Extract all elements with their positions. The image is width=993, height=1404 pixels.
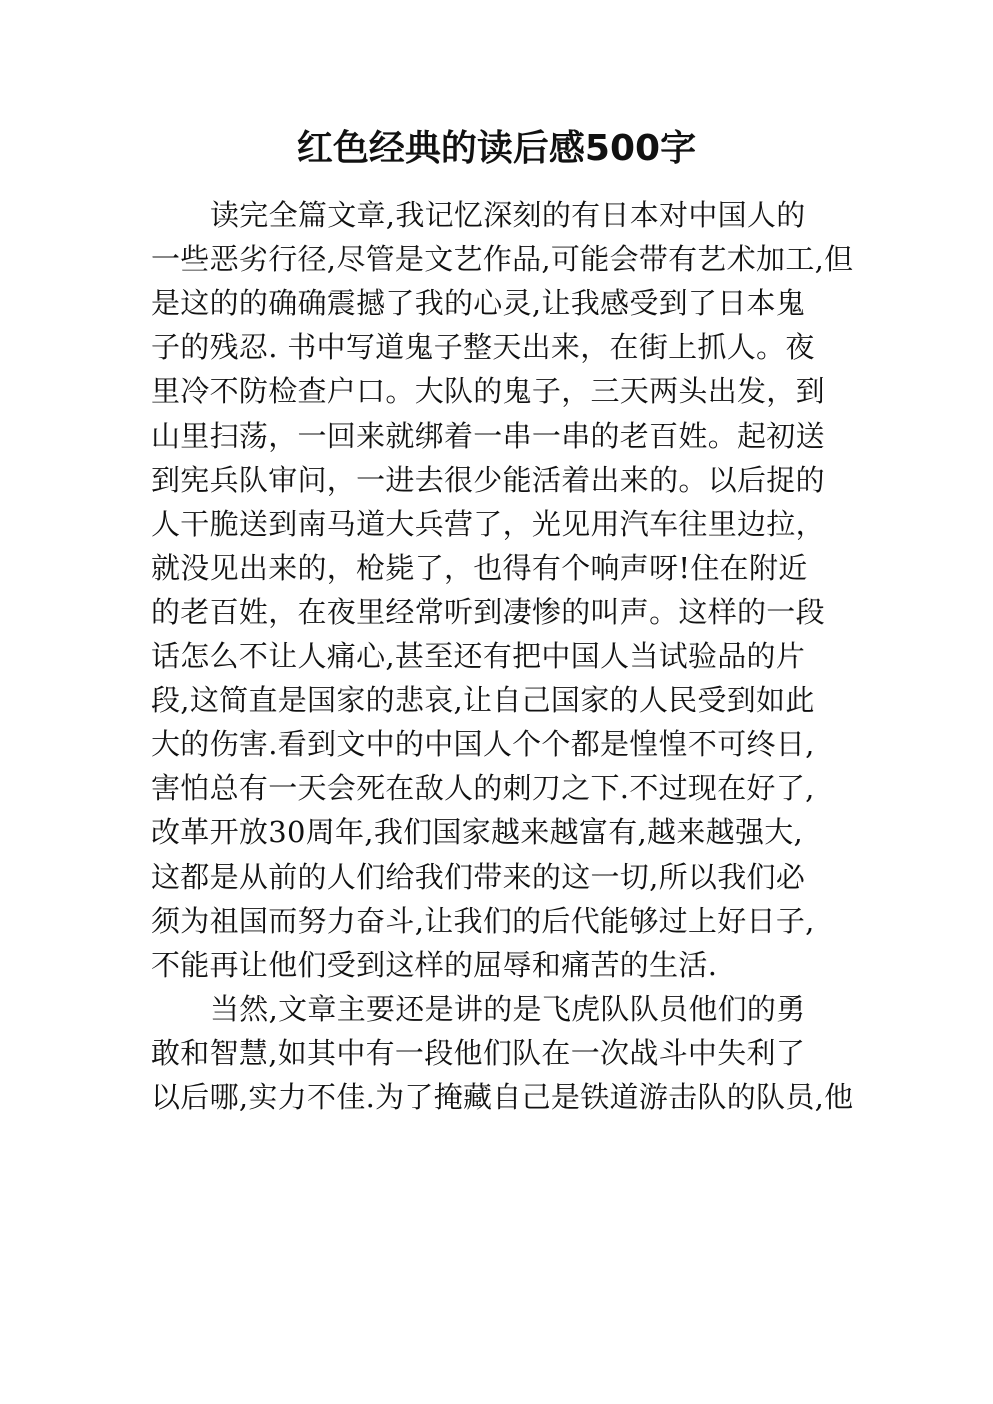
document-title: 红色经典的读后感500字 bbox=[296, 128, 697, 169]
body-line: 大的伤害.看到文中的中国人个个都是惶惶不可终日, bbox=[151, 727, 815, 762]
body-line: 是这的的确确震撼了我的心灵,让我感受到了日本鬼 bbox=[151, 286, 806, 321]
body-line: 须为祖国而努力奋斗,让我们的后代能够过上好日子, bbox=[151, 903, 815, 938]
body-line: 改革开放30周年,我们国家越来越富有,越来越强大, bbox=[151, 815, 804, 850]
body-line: 里冷不防检查户口。大队的鬼子，三天两头出发，到 bbox=[151, 374, 825, 409]
body-line: 敢和智慧,如其中有一段他们队在一次战斗中失利了 bbox=[151, 1035, 806, 1070]
body-line: 一些恶劣行径,尽管是文艺作品,可能会带有艺术加工,但 bbox=[151, 242, 854, 277]
body-line: 这都是从前的人们给我们带来的这一切,所以我们必 bbox=[151, 859, 806, 894]
body-line: 读完全篇文章,我记忆深刻的有日本对中国人的 bbox=[210, 198, 806, 232]
body-line: 段,这简直是国家的悲哀,让自己国家的人民受到如此 bbox=[151, 683, 815, 718]
body-line: 以后哪,实力不佳.为了掩藏自己是铁道游击队的队员,他 bbox=[151, 1080, 854, 1114]
body-line: 就没见出来的，枪毙了，也得有个响声呀!住在附近 bbox=[151, 550, 808, 585]
body-line: 山里扫荡，一回来就绑着一串一串的老百姓。起初送 bbox=[151, 418, 825, 453]
body-line: 话怎么不让人痛心,甚至还有把中国人当试验品的片 bbox=[151, 639, 806, 673]
body-line: 子的残忍. 书中写道鬼子整天出来，在街上抓人。夜 bbox=[151, 330, 815, 365]
body-line: 当然,文章主要还是讲的是飞虎队队员他们的勇 bbox=[210, 991, 806, 1026]
body-line: 到宪兵队审问，一进去很少能活着出来的。以后捉的 bbox=[151, 462, 825, 497]
body-line: 害怕总有一天会死在敌人的刺刀之下.不过现在好了, bbox=[151, 771, 815, 806]
body-line: 的老百姓，在夜里经常听到凄惨的叫声。这样的一段 bbox=[151, 594, 825, 629]
body-line: 不能再让他们受到这样的屈辱和痛苦的生活. bbox=[151, 947, 718, 982]
body-line: 人干脆送到南马道大兵营了，光见用汽车往里边拉， bbox=[151, 506, 825, 541]
